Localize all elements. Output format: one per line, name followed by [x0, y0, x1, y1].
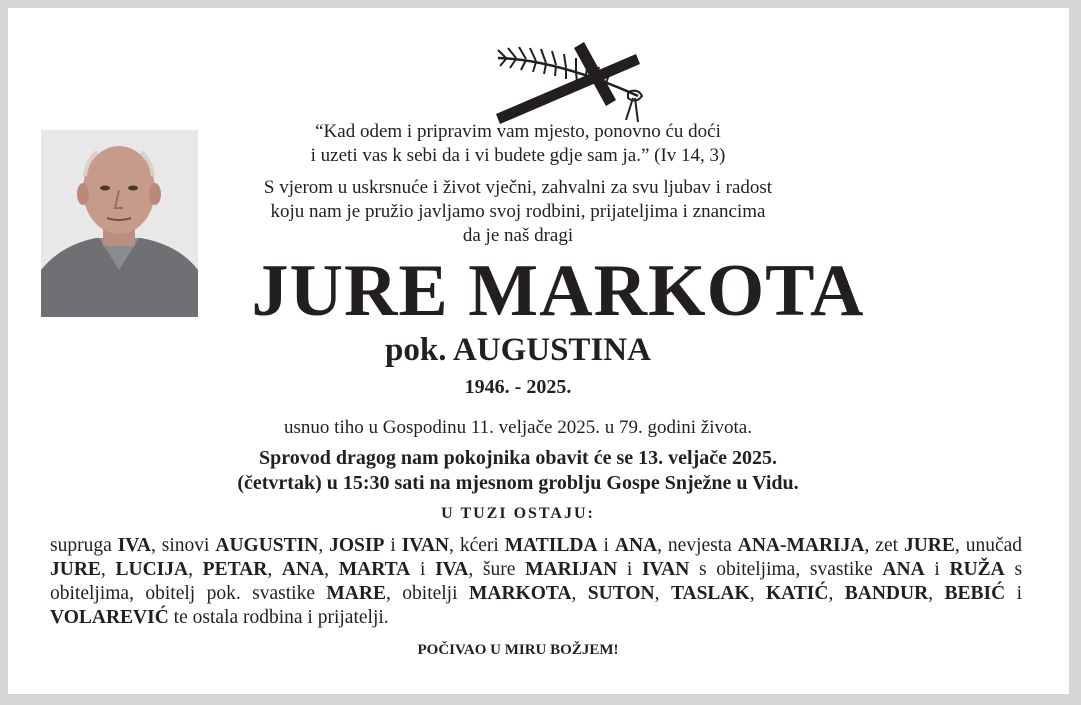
funeral-line: (četvrtak) u 15:30 sati na mjesnom groblju Gospe Snježne u Vidu.: [237, 472, 799, 494]
intro-line: S vjerom u uskrsnuće i život vječni, zahvalni za svu ljubav i radost: [263, 177, 773, 198]
mourner-name: SUTON: [587, 583, 655, 604]
mourner-name: ANA: [882, 559, 925, 580]
mourner-name: AUGUSTIN: [215, 535, 319, 556]
mourner-text: ,: [828, 583, 845, 604]
mourner-name: ANA: [614, 535, 658, 556]
mourner-text: i: [597, 535, 615, 556]
mourner-name: MARE: [326, 583, 386, 604]
funeral-line: Sprovod dragog nam pokojnika obavit će se 13. veljače 2025.: [259, 447, 777, 469]
mourner-text: ,: [188, 559, 203, 580]
mourner-name: LUCIJA: [115, 559, 189, 580]
mourners-heading: U TUZI OSTAJU:: [441, 505, 595, 522]
mourner-text: ,: [928, 583, 945, 604]
mourner-name: ANA-MARIJA: [737, 535, 865, 556]
mourner-text: , kćeri: [449, 535, 505, 556]
mourner-text: ,: [100, 559, 116, 580]
mourner-text: i: [410, 559, 436, 580]
mourner-name: MATILDA: [504, 535, 598, 556]
mourner-text: s obiteljima, obitelj pok. svastike: [50, 559, 1023, 604]
mourner-name: IVA: [435, 559, 469, 580]
mourner-text: ,: [571, 583, 588, 604]
mourner-name: RUŽA: [949, 559, 1005, 580]
portrait-image: [41, 130, 198, 317]
mourner-text: i: [1005, 583, 1023, 604]
mourner-text: ,: [324, 559, 339, 580]
cross-palm-icon: [488, 34, 663, 126]
life-years: 1946. - 2025.: [464, 376, 572, 398]
mourner-text: , zet: [864, 535, 904, 556]
mourner-name: ANA: [281, 559, 325, 580]
mourner-text: , nevjesta: [657, 535, 738, 556]
mourner-name: IVAN: [401, 535, 450, 556]
deceased-name: JURE MARKOTA: [251, 250, 865, 332]
mourner-name: VOLAREVIĆ: [50, 607, 169, 628]
mourner-text: te ostala rodbina i prijatelji.: [168, 607, 389, 628]
mourner-text: i: [924, 559, 950, 580]
intro-line: da je naš dragi: [462, 225, 574, 246]
father-name: pok. AUGUSTINA: [385, 332, 651, 368]
mourner-name: TASLAK: [670, 583, 750, 604]
mourner-name: KATIĆ: [765, 583, 829, 604]
intro-line: koju nam je pružio javljamo svoj rodbini, prijateljima i znancima: [270, 201, 766, 222]
mourner-name: JURE: [903, 535, 955, 556]
mourner-name: JOSIP: [329, 535, 385, 556]
mourner-text: ,: [267, 559, 282, 580]
obituary-card: [8, 8, 1069, 694]
mourner-text: s obiteljima, svastike: [689, 559, 883, 580]
deceased-photo: [41, 130, 198, 317]
mourner-text: , obitelji: [385, 583, 469, 604]
mourner-name: MARIJAN: [525, 559, 618, 580]
mourner-text: , unučad: [954, 535, 1023, 556]
mourner-name: JURE: [50, 559, 101, 580]
mourner-text: ,: [749, 583, 766, 604]
quote-line: “Kad odem i pripravim vam mjesto, ponovno ću doći: [315, 121, 721, 142]
quote-line: i uzeti vas k sebi da i vi budete gdje sam ja.” (Iv 14, 3): [310, 145, 726, 166]
mourner-text: ,: [318, 535, 330, 556]
mourner-text: ,: [654, 583, 671, 604]
mourner-name: IVAN: [641, 559, 690, 580]
mourner-name: MARTA: [338, 559, 411, 580]
bible-quote: [208, 120, 828, 168]
mourner-name: BEBIĆ: [944, 583, 1006, 604]
mourner-name: PETAR: [202, 559, 268, 580]
mourner-text: i: [384, 535, 402, 556]
mourner-name: IVA: [117, 535, 151, 556]
mourner-text: , sinovi: [150, 535, 216, 556]
closing-line: POČIVAO U MIRU BOŽJEM!: [417, 642, 619, 658]
mourner-text: i: [617, 559, 642, 580]
mourners-list: [50, 534, 1022, 630]
mourner-name: BANDUR: [844, 583, 929, 604]
mourner-text: supruga: [50, 535, 118, 556]
funeral-details: [138, 446, 898, 496]
death-notice: usnuo tiho u Gospodinu 11. veljače 2025. u 79. godini života.: [284, 417, 752, 438]
mourner-text: , šure: [468, 559, 526, 580]
mourner-name: MARKOTA: [468, 583, 572, 604]
announcement-intro: [208, 176, 828, 248]
